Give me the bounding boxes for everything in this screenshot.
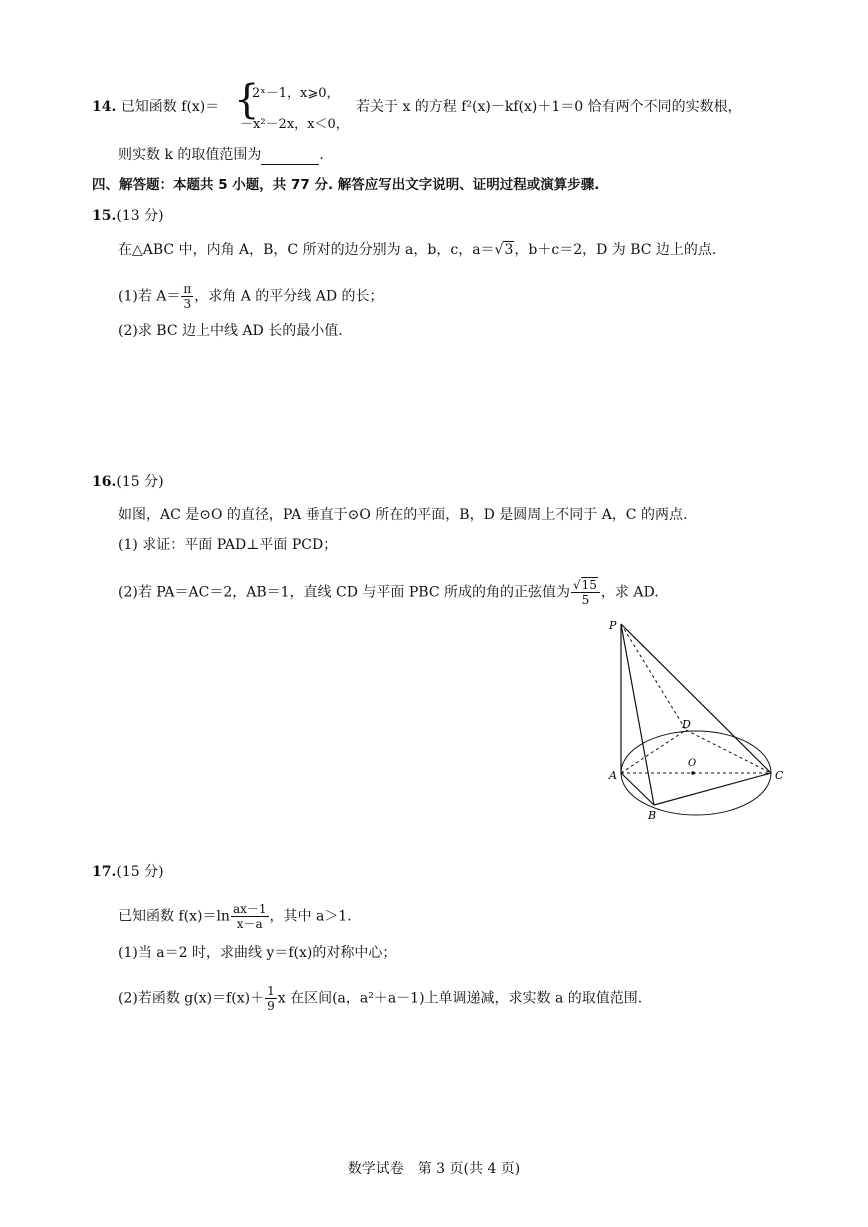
q14-number: 14. xyxy=(92,99,117,115)
frac-den: 5 xyxy=(581,593,590,607)
label-C: C xyxy=(775,769,784,782)
q16-stem: 如图，AC 是⊙O 的直径，PA 垂直于⊙O 所在的平面，B，D 是圆周上不同于 A，C 的两点. xyxy=(118,507,688,523)
q14-intro-text: 已知函数 f(x)＝ xyxy=(120,99,220,115)
frac-num: 1 xyxy=(267,984,275,998)
q14-after: 若关于 x 的方程 f²(x)－kf(x)＋1＝0 恰有两个不同的实数根， xyxy=(356,99,742,115)
q17-header xyxy=(92,862,164,882)
q15-number: 15. xyxy=(92,208,117,224)
q15-sqrt3: 3 xyxy=(504,242,514,258)
q15-p1-b: ，求角 A 的平分线 AD 的长； xyxy=(194,288,384,305)
q15-score: (13 分) xyxy=(116,208,164,224)
page-footer: 数学试卷 第 3 页(共 4 页) xyxy=(347,1161,521,1177)
frac-den: 3 xyxy=(183,297,192,311)
q14-piece1: 2ˣ－1，x⩾0， xyxy=(252,86,340,101)
piecewise-brace: { xyxy=(234,77,260,123)
q14-line2-end: . xyxy=(319,147,324,163)
frac-num: √15 xyxy=(571,578,600,593)
frac-den: 9 xyxy=(267,999,275,1013)
fraction xyxy=(265,984,277,1013)
q15-part2: (2)求 BC 边上中线 AD 长的最小值. xyxy=(118,323,343,339)
q17-stem xyxy=(118,902,352,931)
edge-DC xyxy=(686,730,771,773)
q17-stem-b: ，其中 a＞1. xyxy=(269,908,352,925)
q15-header xyxy=(92,206,164,226)
fraction xyxy=(231,902,269,931)
fraction xyxy=(571,578,600,607)
q15-part1 xyxy=(118,282,384,311)
q15-p1-a: (1)若 A＝ xyxy=(118,288,181,305)
q16-number: 16. xyxy=(92,474,117,490)
frac-num: ax－1 xyxy=(232,902,267,916)
answer-blank[interactable] xyxy=(261,150,319,165)
label-P: P xyxy=(609,619,617,632)
label-O: O xyxy=(688,758,697,769)
pyramid-figure xyxy=(600,615,790,825)
q16-part2 xyxy=(118,578,659,607)
center-point xyxy=(691,771,695,775)
q16-p2-b: ，求 AD. xyxy=(600,584,659,601)
sqrt-value: 15 xyxy=(581,578,597,592)
q17-part2 xyxy=(118,984,642,1013)
q17-p2-b: x 在区间(a，a²＋a－1)上单调递减，求实数 a 的取值范围. xyxy=(277,990,643,1007)
q16-header xyxy=(92,472,164,492)
label-D: D xyxy=(682,718,691,731)
q15-stem-b: ，b＋c＝2，D 为 BC 边上的点. xyxy=(514,242,717,258)
frac-den: x－a xyxy=(236,917,263,931)
q16-p2-a: (2)若 PA＝AC＝2，AB＝1，直线 CD 与平面 PBC 所成的角的正弦值为 xyxy=(118,584,570,601)
q17-number: 17. xyxy=(92,864,117,880)
q17-part1: (1)当 a＝2 时，求曲线 y＝f(x)的对称中心； xyxy=(118,945,397,961)
q16-part1: (1) 求证：平面 PAD⊥平面 PCD； xyxy=(118,537,338,553)
section-heading: 四、解答题：本题共 5 小题，共 77 分. 解答应写出文字说明、证明过程或演算步骤. xyxy=(92,177,600,193)
q16-score: (15 分) xyxy=(116,474,164,490)
label-A: A xyxy=(609,769,617,782)
q14-line2 xyxy=(118,145,324,165)
q15-stem-a: 在△ABC 中，内角 A，B，C 所对的边分别为 a，b，c，a＝ xyxy=(118,242,495,258)
fraction xyxy=(181,282,193,311)
q14-intro xyxy=(92,97,219,117)
q14-piece2: －x²－2x，x＜0， xyxy=(240,117,349,132)
label-B: B xyxy=(648,809,657,822)
frac-num: π xyxy=(183,282,192,296)
q17-score: (15 分) xyxy=(116,864,164,880)
q17-stem-a: 已知函数 f(x)＝ln xyxy=(118,908,230,925)
q15-stem: 在△ABC 中，内角 A，B，C 所对的边分别为 a，b，c，a＝√3，b＋c＝2，D 为 BC 边上的点. xyxy=(118,242,717,258)
q14-line2-text: 则实数 k 的取值范围为 xyxy=(118,147,262,163)
q17-p2-a: (2)若函数 g(x)＝f(x)＋ xyxy=(118,990,265,1007)
